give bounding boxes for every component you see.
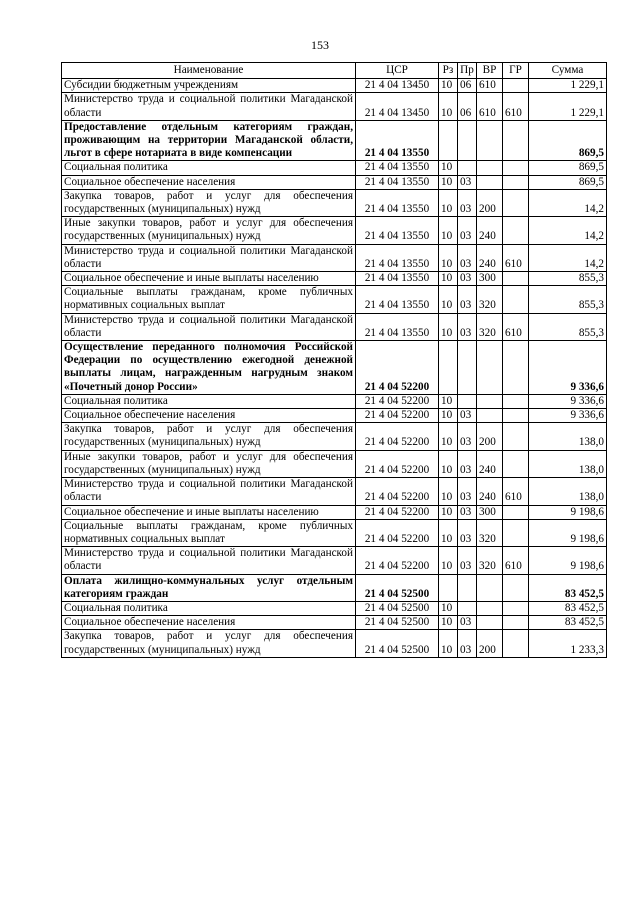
table-row [62,450,607,477]
row-csr-cell: 21 4 04 13550 [356,217,439,244]
row-vr-cell [477,341,503,395]
row-csr-cell: 21 4 04 13550 [356,175,439,189]
row-pr-cell: 03 [458,423,477,450]
row-rz-cell: 10 [439,272,458,286]
row-rz-cell: 10 [439,189,458,216]
row-rz-cell: 10 [439,519,458,546]
row-gr-cell: 610 [503,547,529,574]
row-vr-cell: 240 [477,217,503,244]
row-csr-cell: 21 4 04 13450 [356,93,439,120]
row-sum-cell: 138,0 [529,423,607,450]
row-vr-cell: 240 [477,244,503,271]
row-gr-cell [503,574,529,601]
row-gr-cell [503,450,529,477]
row-gr-cell [503,120,529,161]
row-gr-cell [503,272,529,286]
table-row [62,189,607,216]
row-pr-cell: 03 [458,286,477,313]
table-row [62,272,607,286]
row-rz-cell [439,574,458,601]
table-row [62,341,607,395]
row-sum-cell: 9 198,6 [529,519,607,546]
row-gr-cell [503,161,529,175]
row-sum-cell: 869,5 [529,161,607,175]
table-row [62,616,607,630]
header-sum: Сумма [529,63,607,79]
row-csr-cell: 21 4 04 52200 [356,394,439,408]
row-csr-cell: 21 4 04 13550 [356,272,439,286]
row-pr-cell: 03 [458,519,477,546]
row-name-cell: Социальная политика [62,394,356,408]
table-row [62,244,607,271]
row-rz-cell: 10 [439,244,458,271]
row-csr-cell: 21 4 04 52200 [356,450,439,477]
row-gr-cell [503,601,529,615]
row-name-cell: Социальная политика [62,161,356,175]
row-name-cell: Министерство труда и социальной политики Магаданской области [62,93,356,120]
table-row [62,505,607,519]
row-pr-cell [458,341,477,395]
table-row [62,409,607,423]
row-gr-cell [503,217,529,244]
row-gr-cell [503,341,529,395]
row-pr-cell: 03 [458,630,477,657]
row-csr-cell: 21 4 04 13450 [356,79,439,93]
row-sum-cell: 83 452,5 [529,574,607,601]
table-row [62,601,607,615]
row-gr-cell: 610 [503,313,529,340]
row-name-cell: Закупка товаров, работ и услуг для обеспечения государственных (муниципальных) нужд [62,189,356,216]
row-gr-cell [503,409,529,423]
row-csr-cell: 21 4 04 52500 [356,630,439,657]
row-sum-cell: 855,3 [529,272,607,286]
table-row [62,547,607,574]
row-sum-cell: 83 452,5 [529,601,607,615]
row-name-cell: Социальные выплаты гражданам, кроме публичных нормативных социальных выплат [62,519,356,546]
header-rz: Рз [439,63,458,79]
row-csr-cell: 21 4 04 52200 [356,409,439,423]
row-pr-cell: 03 [458,616,477,630]
row-rz-cell: 10 [439,175,458,189]
table-row [62,217,607,244]
row-pr-cell [458,574,477,601]
row-vr-cell: 320 [477,547,503,574]
header-csr: ЦСР [356,63,439,79]
table-row [62,478,607,505]
row-gr-cell: 610 [503,244,529,271]
header-pr: Пр [458,63,477,79]
table-row [62,93,607,120]
row-csr-cell: 21 4 04 13550 [356,313,439,340]
row-csr-cell: 21 4 04 13550 [356,286,439,313]
row-pr-cell: 03 [458,547,477,574]
budget-table [61,62,607,658]
table-row [62,394,607,408]
row-rz-cell: 10 [439,478,458,505]
row-vr-cell: 200 [477,189,503,216]
row-gr-cell: 610 [503,478,529,505]
row-pr-cell: 03 [458,272,477,286]
row-vr-cell [477,175,503,189]
row-pr-cell: 06 [458,93,477,120]
header-vr: ВР [477,63,503,79]
row-csr-cell: 21 4 04 52200 [356,519,439,546]
row-pr-cell: 03 [458,217,477,244]
table-row [62,161,607,175]
row-csr-cell: 21 4 04 52500 [356,616,439,630]
row-sum-cell: 9 336,6 [529,409,607,423]
row-vr-cell: 320 [477,286,503,313]
row-rz-cell: 10 [439,630,458,657]
row-pr-cell: 03 [458,478,477,505]
row-name-cell: Иные закупки товаров, работ и услуг для обеспечения государственных (муниципальных) нужд [62,217,356,244]
row-pr-cell [458,161,477,175]
row-pr-cell [458,601,477,615]
table-row [62,313,607,340]
row-name-cell: Министерство труда и социальной политики Магаданской области [62,313,356,340]
row-pr-cell [458,394,477,408]
row-rz-cell: 10 [439,450,458,477]
table-row [62,574,607,601]
table-row [62,423,607,450]
row-pr-cell: 03 [458,450,477,477]
row-name-cell: Министерство труда и социальной политики Магаданской области [62,547,356,574]
row-name-cell: Социальное обеспечение населения [62,175,356,189]
row-name-cell: Субсидии бюджетным учреждениям [62,79,356,93]
row-csr-cell: 21 4 04 52200 [356,341,439,395]
row-sum-cell: 14,2 [529,189,607,216]
row-rz-cell: 10 [439,394,458,408]
row-vr-cell: 300 [477,505,503,519]
row-sum-cell: 855,3 [529,313,607,340]
row-csr-cell: 21 4 04 13550 [356,244,439,271]
row-sum-cell: 138,0 [529,478,607,505]
row-rz-cell: 10 [439,313,458,340]
row-sum-cell: 869,5 [529,175,607,189]
row-gr-cell: 610 [503,93,529,120]
row-gr-cell [503,519,529,546]
row-vr-cell: 200 [477,423,503,450]
row-sum-cell: 14,2 [529,244,607,271]
row-rz-cell: 10 [439,79,458,93]
row-rz-cell: 10 [439,423,458,450]
row-name-cell: Министерство труда и социальной политики Магаданской области [62,244,356,271]
row-vr-cell: 300 [477,272,503,286]
row-rz-cell [439,120,458,161]
row-name-cell: Социальные выплаты гражданам, кроме публичных нормативных социальных выплат [62,286,356,313]
row-name-cell: Социальная политика [62,601,356,615]
row-csr-cell: 21 4 04 13550 [356,120,439,161]
header-name: Наименование [62,63,356,79]
row-vr-cell: 240 [477,478,503,505]
row-gr-cell [503,505,529,519]
row-vr-cell: 200 [477,630,503,657]
row-sum-cell: 869,5 [529,120,607,161]
row-vr-cell [477,120,503,161]
row-name-cell: Социальное обеспечение населения [62,616,356,630]
row-rz-cell: 10 [439,93,458,120]
table-row [62,175,607,189]
row-rz-cell: 10 [439,505,458,519]
row-pr-cell: 03 [458,409,477,423]
row-name-cell: Закупка товаров, работ и услуг для обеспечения государственных (муниципальных) нужд [62,630,356,657]
page-number: 153 [311,38,329,52]
row-gr-cell [503,423,529,450]
row-vr-cell [477,409,503,423]
row-name-cell: Оплата жилищно-коммунальных услуг отдельным категориям граждан [62,574,356,601]
row-name-cell: Министерство труда и социальной политики Магаданской области [62,478,356,505]
row-sum-cell: 9 336,6 [529,394,607,408]
row-sum-cell: 9 198,6 [529,505,607,519]
row-gr-cell [503,175,529,189]
row-pr-cell [458,120,477,161]
row-vr-cell [477,601,503,615]
row-rz-cell: 10 [439,616,458,630]
row-vr-cell: 320 [477,519,503,546]
row-gr-cell [503,79,529,93]
row-name-cell: Осуществление переданного полномочия Российской Федерации по осуществлению ежегодной денежной выплаты лицам, награжденным нагрудным знаком «Почетный донор России» [62,341,356,395]
row-name-cell: Предоставление отдельным категориям граждан, проживающим на территории Магаданской области, льгот в сфере нотариата в виде компенсации [62,120,356,161]
table-row [62,630,607,657]
row-vr-cell [477,394,503,408]
row-vr-cell [477,574,503,601]
row-sum-cell: 1 229,1 [529,93,607,120]
row-gr-cell [503,394,529,408]
row-pr-cell: 03 [458,189,477,216]
row-name-cell: Иные закупки товаров, работ и услуг для обеспечения государственных (муниципальных) нужд [62,450,356,477]
table-header-row [62,63,607,79]
row-pr-cell: 03 [458,244,477,271]
row-sum-cell: 9 336,6 [529,341,607,395]
row-sum-cell: 83 452,5 [529,616,607,630]
row-pr-cell: 03 [458,175,477,189]
row-sum-cell: 1 229,1 [529,79,607,93]
table-row [62,120,607,161]
row-sum-cell: 14,2 [529,217,607,244]
row-vr-cell: 240 [477,450,503,477]
row-name-cell: Социальное обеспечение и иные выплаты населению [62,505,356,519]
row-rz-cell: 10 [439,409,458,423]
table-row [62,79,607,93]
row-sum-cell: 855,3 [529,286,607,313]
row-csr-cell: 21 4 04 52200 [356,423,439,450]
row-name-cell: Закупка товаров, работ и услуг для обеспечения государственных (муниципальных) нужд [62,423,356,450]
row-vr-cell: 320 [477,313,503,340]
row-csr-cell: 21 4 04 52500 [356,601,439,615]
row-rz-cell: 10 [439,547,458,574]
header-gr: ГР [503,63,529,79]
table-row [62,519,607,546]
row-csr-cell: 21 4 04 13550 [356,189,439,216]
row-csr-cell: 21 4 04 13550 [356,161,439,175]
row-pr-cell: 06 [458,79,477,93]
row-pr-cell: 03 [458,505,477,519]
row-rz-cell: 10 [439,286,458,313]
row-rz-cell: 10 [439,161,458,175]
row-rz-cell [439,341,458,395]
row-csr-cell: 21 4 04 52200 [356,505,439,519]
row-sum-cell: 9 198,6 [529,547,607,574]
row-vr-cell [477,616,503,630]
row-csr-cell: 21 4 04 52200 [356,478,439,505]
row-vr-cell: 610 [477,79,503,93]
row-vr-cell [477,161,503,175]
row-sum-cell: 138,0 [529,450,607,477]
row-gr-cell [503,630,529,657]
row-gr-cell [503,189,529,216]
row-gr-cell [503,616,529,630]
row-csr-cell: 21 4 04 52200 [356,547,439,574]
row-gr-cell [503,286,529,313]
row-pr-cell: 03 [458,313,477,340]
table-row [62,286,607,313]
row-sum-cell: 1 233,3 [529,630,607,657]
row-rz-cell: 10 [439,601,458,615]
row-vr-cell: 610 [477,93,503,120]
row-csr-cell: 21 4 04 52500 [356,574,439,601]
row-name-cell: Социальное обеспечение населения [62,409,356,423]
row-name-cell: Социальное обеспечение и иные выплаты населению [62,272,356,286]
table-body [62,79,607,658]
row-rz-cell: 10 [439,217,458,244]
